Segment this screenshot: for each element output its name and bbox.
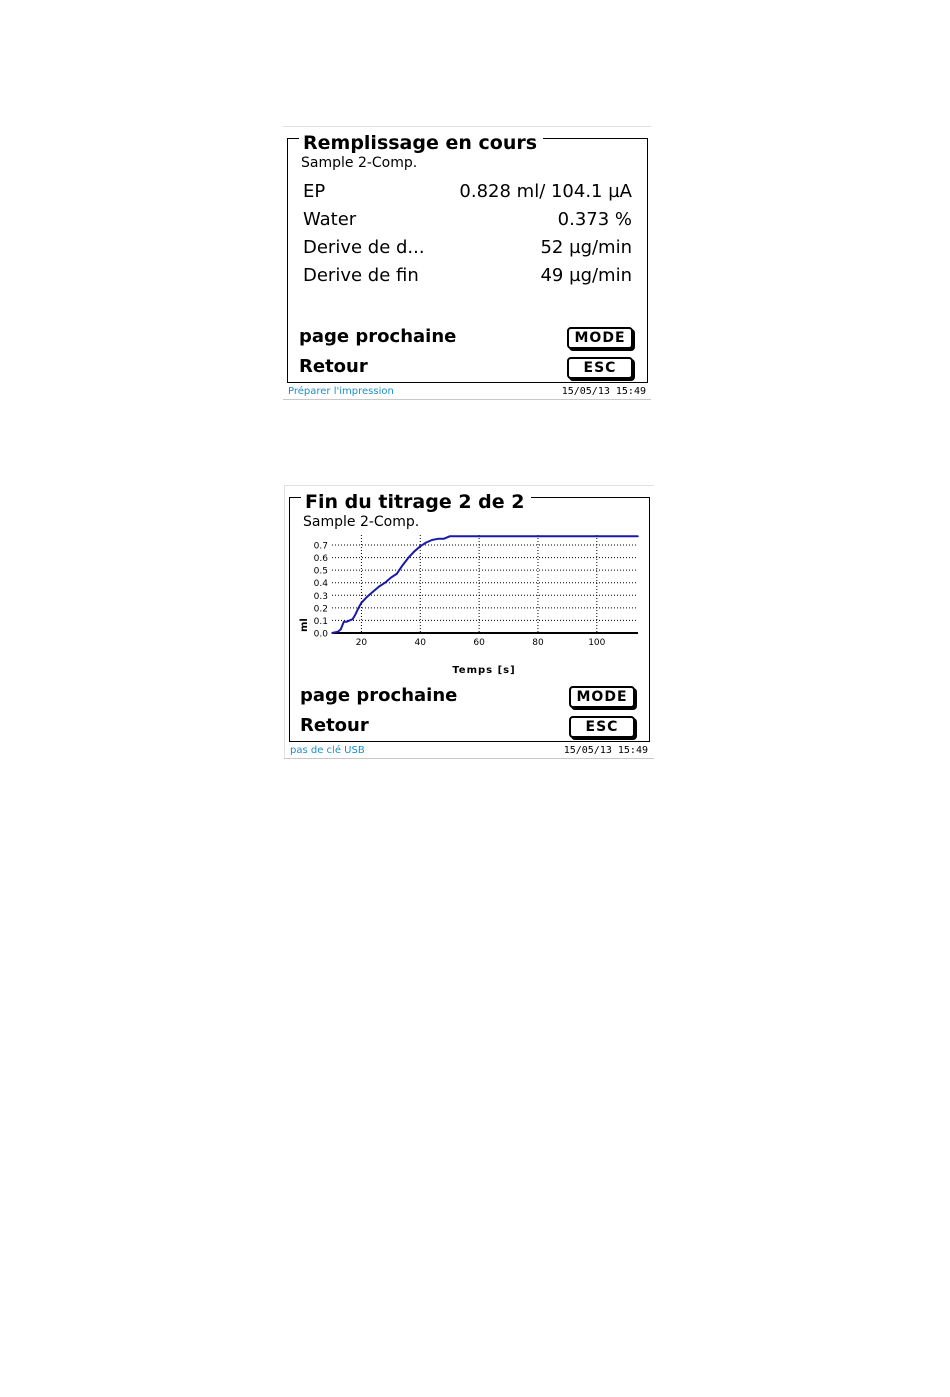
data-point (431, 539, 433, 541)
screen-left-edge (284, 485, 285, 759)
y-tick-label: 0.1 (313, 616, 328, 627)
screen-title: Remplissage en cours (299, 132, 543, 154)
data-point (637, 535, 639, 537)
data-point (340, 628, 342, 630)
data-point (443, 538, 445, 540)
ep-value: 0.828 ml/ 104.1 µA (459, 181, 632, 202)
data-point (355, 613, 357, 615)
y-tick-label: 0.2 (313, 604, 328, 615)
x-axis-label: Temps [s] (452, 665, 516, 676)
esc-button[interactable]: ESC (567, 357, 633, 379)
mode-button[interactable]: MODE (569, 686, 635, 708)
y-tick-label: 0.3 (313, 591, 328, 602)
data-point (352, 618, 354, 620)
data-point (372, 591, 374, 593)
data-point (478, 535, 480, 537)
status-message: Préparer l'impression (288, 386, 394, 397)
screen-top-edge (283, 126, 651, 127)
data-point (455, 535, 457, 537)
data-point (537, 535, 539, 537)
ep-label: EP (303, 181, 326, 202)
data-point (396, 573, 398, 575)
data-point (331, 632, 333, 634)
y-tick-label: 0.5 (313, 566, 328, 577)
status-datetime: 15/05/13 15:49 (561, 386, 646, 397)
data-point (425, 542, 427, 544)
data-point (358, 607, 360, 609)
data-point (343, 621, 345, 623)
x-tick-label: 60 (473, 638, 485, 648)
back-label: Retour (300, 715, 369, 736)
data-point (346, 621, 348, 623)
x-tick-label: 100 (588, 638, 606, 648)
screen-titration-end (284, 485, 654, 759)
status-datetime: 15/05/13 15:49 (563, 745, 648, 756)
y-tick-label: 0.7 (313, 541, 328, 552)
end-drift-value: 49 µg/min (540, 265, 632, 286)
water-label: Water (303, 209, 357, 230)
data-point (384, 582, 386, 584)
esc-button[interactable]: ESC (569, 716, 635, 738)
next-page-label: page prochaine (299, 326, 457, 347)
screen-title: Fin du titrage 2 de 2 (301, 491, 531, 513)
status-message: pas de clé USB (290, 745, 365, 756)
y-tick-label: 0.6 (313, 554, 328, 565)
x-tick-label: 80 (532, 638, 544, 648)
titration-curve (332, 536, 638, 633)
y-tick-label: 0.0 (313, 629, 328, 640)
chart-grid (332, 535, 638, 633)
data-point (414, 551, 416, 553)
data-point (337, 631, 339, 633)
data-point (367, 596, 369, 598)
screen-subtitle: Sample 2-Comp. (301, 155, 418, 171)
screen-top-edge (284, 485, 654, 486)
end-drift-label: Derive de fin (303, 265, 419, 286)
mode-button[interactable]: MODE (567, 327, 633, 349)
chart-series (331, 535, 639, 633)
x-tick-label: 40 (414, 638, 426, 648)
back-label: Retour (299, 356, 368, 377)
data-point (361, 602, 363, 604)
data-point (378, 586, 380, 588)
data-point (390, 577, 392, 579)
data-point (419, 546, 421, 548)
titration-chart (294, 529, 644, 679)
start-drift-label: Derive de d... (303, 237, 425, 258)
data-point (437, 538, 439, 540)
start-drift-value: 52 µg/min (540, 237, 632, 258)
screen-subtitle: Sample 2-Comp. (303, 514, 420, 530)
x-tick-label: 20 (355, 638, 368, 648)
y-tick-label: 0.4 (313, 579, 328, 590)
data-point (596, 535, 598, 537)
screen-filling (283, 126, 651, 400)
status-bottom-line (284, 758, 654, 759)
data-point (408, 557, 410, 559)
data-point (402, 564, 404, 566)
water-value: 0.373 % (557, 209, 632, 230)
data-point (449, 535, 451, 537)
y-axis-label: ml (299, 618, 310, 632)
next-page-label: page prochaine (300, 685, 458, 706)
status-bottom-line (283, 399, 651, 400)
